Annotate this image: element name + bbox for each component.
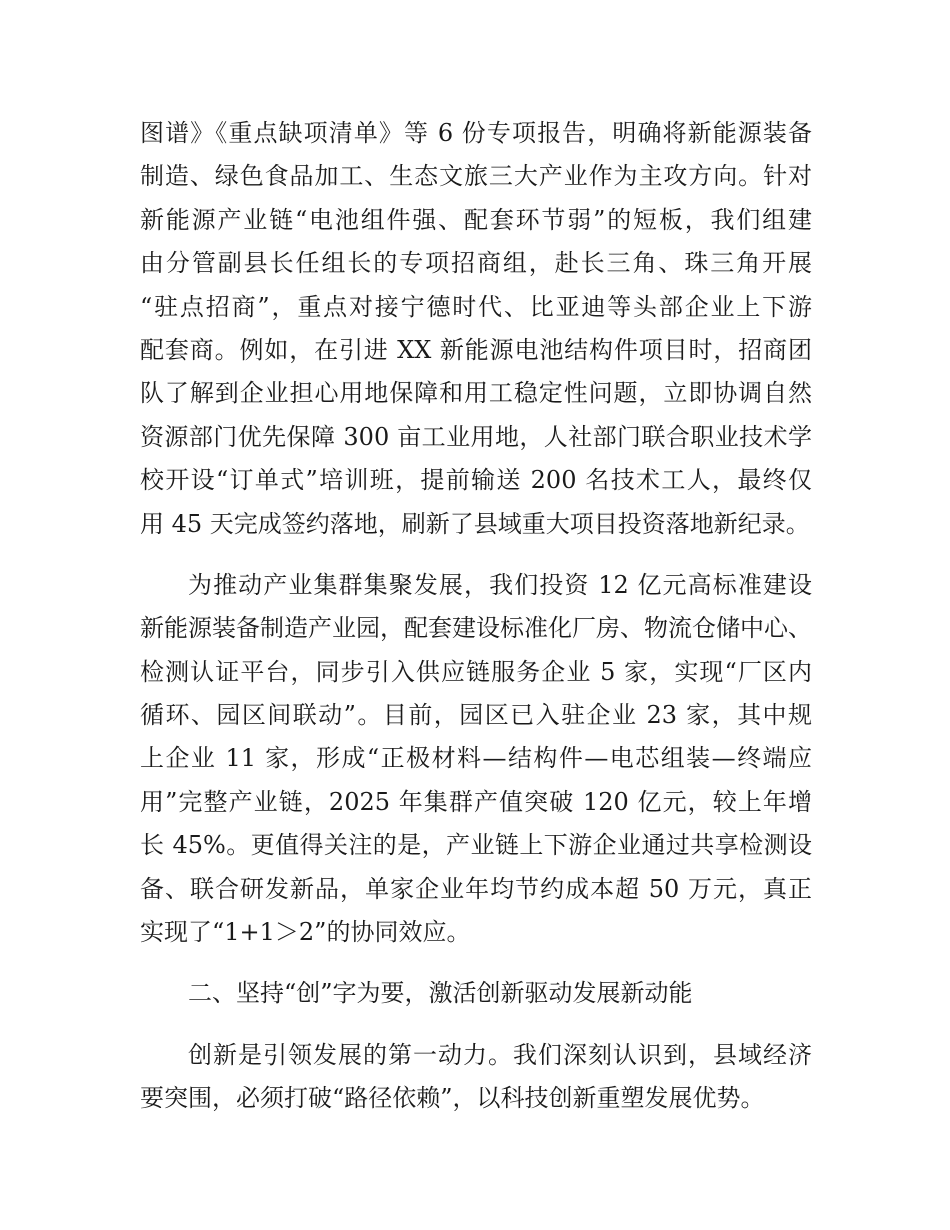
text-line: 创新是引领发展的第一动力。我们深刻认识到，县域经济 bbox=[188, 1040, 812, 1069]
text-line: 制造、绿色食品加工、生态文旅三大产业作为主攻方向。针对 bbox=[140, 162, 812, 191]
paragraph-industrial-cluster bbox=[140, 564, 812, 955]
text-line: 由分管副县长任组长的专项招商组，赴长三角、珠三角开展 bbox=[140, 249, 812, 278]
text-line: 检测认证平台，同步引入供应链服务企业 5 家，实现“厂区内 bbox=[140, 657, 812, 686]
heading-text: 二、坚持“创”字为要，激活创新驱动发展新动能 bbox=[188, 979, 693, 1008]
text-line: 配套商。例如，在引进 XX 新能源电池结构件项目时，招商团 bbox=[140, 335, 812, 364]
text-line: 新能源产业链“电池组件强、配套环节弱”的短板，我们组建 bbox=[140, 205, 812, 234]
text-line: 图谱》《重点缺项清单》等 6 份专项报告，明确将新能源装备 bbox=[140, 119, 812, 147]
section-heading bbox=[140, 972, 812, 1015]
paragraph-spacer bbox=[140, 954, 812, 972]
paragraph-spacer bbox=[140, 1016, 812, 1034]
text-line: 用 45 天完成签约落地，刷新了县域重大项目投资落地新纪录。 bbox=[140, 509, 810, 538]
text-line: 循环、园区间联动”。目前，园区已入驻企业 23 家，其中规 bbox=[140, 701, 812, 730]
paragraph-spacer bbox=[140, 546, 812, 564]
text-line: 长 45%。更值得关注的是，产业链上下游企业通过共享检测设 bbox=[140, 831, 812, 860]
text-line: 备、联合研发新品，单家企业年均节约成本超 50 万元，真正 bbox=[140, 874, 812, 903]
text-line: 队了解到企业担心用地保障和用工稳定性问题，立即协调自然 bbox=[140, 379, 812, 408]
paragraph-investment-promotion bbox=[140, 112, 812, 546]
text-line: 要突围，必须打破“路径依赖”，以科技创新重塑发展优势。 bbox=[140, 1084, 765, 1113]
text-line: 校开设“订单式”培训班，提前输送 200 名技术工人，最终仅 bbox=[140, 466, 812, 495]
text-line: 用”完整产业链，2025 年集群产值突破 120 亿元，较上年增 bbox=[140, 787, 812, 816]
document-body bbox=[140, 112, 812, 1121]
text-line: 资源部门优先保障 300 亩工业用地，人社部门联合职业技术学 bbox=[140, 422, 812, 451]
text-line: 实现了“1+1＞2”的协同效应。 bbox=[140, 918, 471, 947]
text-line: 为推动产业集群集聚发展，我们投资 12 亿元高标准建设 bbox=[188, 570, 812, 599]
text-line: 新能源装备制造产业园，配套建设标准化厂房、物流仓储中心、 bbox=[140, 614, 812, 643]
text-line: “驻点招商”，重点对接宁德时代、比亚迪等头部企业上下游 bbox=[140, 292, 812, 321]
text-line: 上企业 11 家，形成“正极材料—结构件—电芯组装—终端应 bbox=[140, 744, 812, 773]
paragraph-innovation bbox=[140, 1034, 812, 1121]
